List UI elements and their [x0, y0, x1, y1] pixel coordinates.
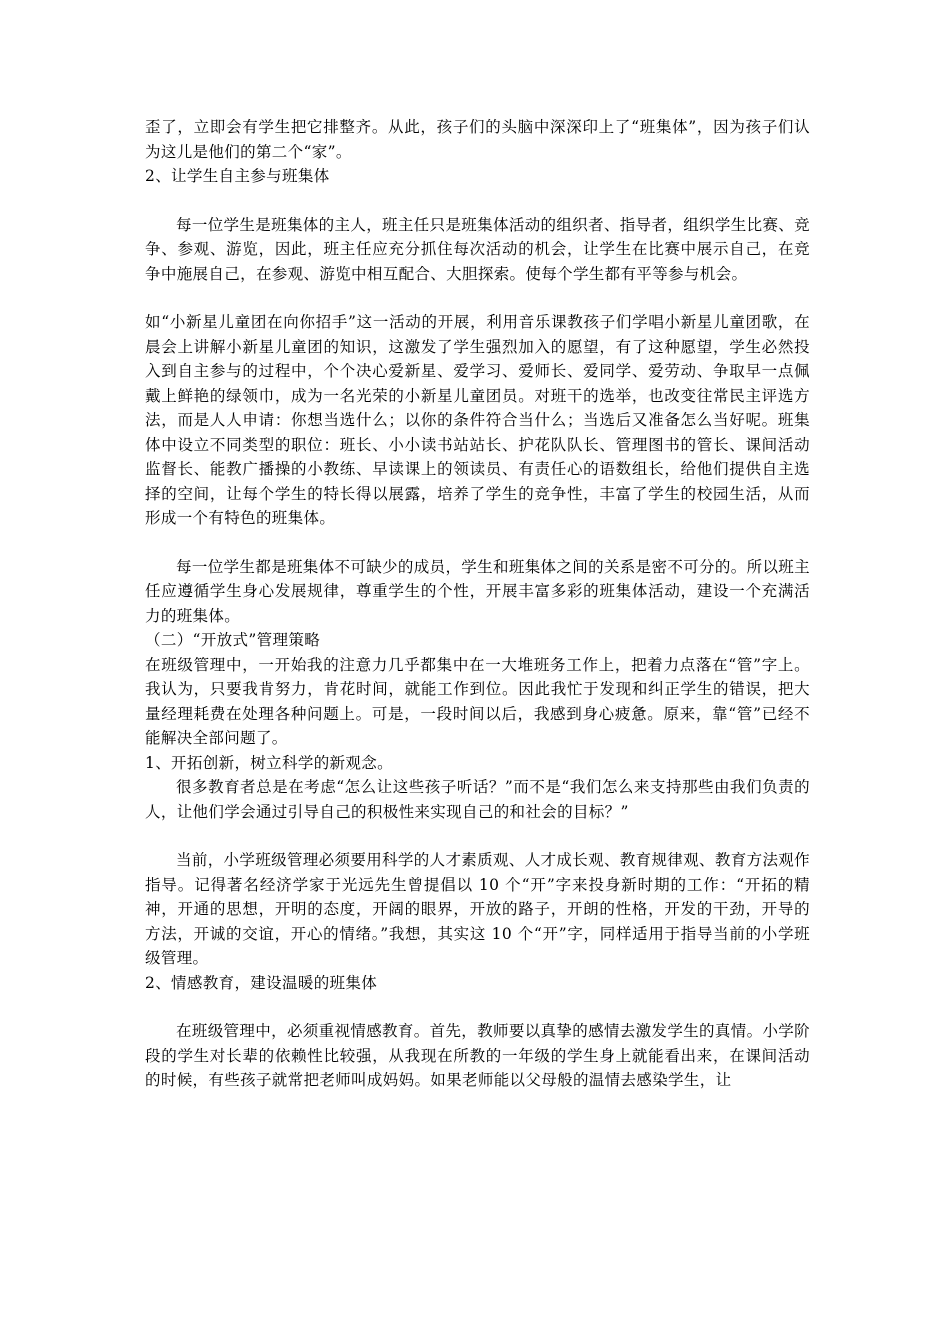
document-page	[145, 115, 810, 1093]
paragraph-educators: 很多教育者总是在考虑“怎么让这些孩子听话？”而不是“我们怎么来支持那些由我们负责的人，让他们学会通过引导自己的积极性来实现自己的和社会的目标？”	[145, 778, 810, 821]
paragraph-student-member: 每一位学生都是班集体不可缺少的成员，学生和班集体之间的关系是密不可分的。所以班主任应遵循学生身心发展规律，尊重学生的个性，开展丰富多彩的班集体活动，建设一个充满活力的班集体。	[145, 557, 811, 625]
paragraph-open-intro: 在班级管理中，一开始我的注意力几乎都集中在一大堆班务工作上，把着力点落在“管”字上。我认为，只要我肯努力，肯花时间，就能工作到位。因此我忙于发现和纠正学生的错误，把大量经理耗费在处理各种问题上。可是，一段时间以后，我感到身心疲惫。原来，靠“管”已经不能解决全部问题了。	[145, 655, 810, 747]
paragraph-intro: 歪了，立即会有学生把它排整齐。从此，孩子们的头脑中深深印上了“班集体”，因为孩子们认为这儿是他们的第二个“家”。	[145, 118, 810, 161]
paragraph-current-management: 当前，小学班级管理必须要用科学的人才素质观、人才成长观、教育规律观、教育方法观作指导。记得著名经济学家于光远先生曾提倡以 10 个“开”字来投身新时期的工作：“开拓的精神，开通的思想，开明的态度，开阔的眼界，开放的路子，开朗的性格，开发的干劲，开导的方法，开诚的交谊，开心的情绪。”我想，其实这 10 个“开”字，同样适用于指导当前的小学班级管理。	[145, 851, 811, 967]
heading-innovation: 1、开拓创新，树立科学的新观念。	[145, 753, 393, 772]
heading-emotion-education: 2、情感教育，建设温暖的班集体	[145, 973, 378, 992]
heading-self-participation: 2、让学生自主参与班集体	[145, 167, 330, 185]
heading-open-strategy: （二）“开放式”管理策略	[145, 631, 321, 649]
paragraph-example-activity: 如“小新星儿童团在向你招手”这一活动的开展，利用音乐课教孩子们学唱小新星儿童团歌，在晨会上讲解小新星儿童团的知识，这激发了学生强烈加入的愿望，有了这种愿望，学生必然投入到自主参与的过程中，个个决心爱新星、爱学习、爱师长、爱同学、爱劳动、争取早一点佩戴上鲜艳的绿领巾，成为一名光荣的小新星儿童团员。对班干的选举，也改变往常民主评选方法，而是人人申请：你想当选什么；以你的条件符合当什么；当选后又准备怎么当好呢。班集体中设立不同类型的职位：班长、小小读书站站长、护花队队长、管理图书的管长、课间活动监督长、能教广播操的小教练、早读课上的领读员、有责任心的语数组长，给他们提供自主选择的空间，让每个学生的特长得以展露，培养了学生的竞争性，丰富了学生的校园生活，从而形成一个有特色的班集体。	[145, 313, 810, 527]
paragraph-student-master: 每一位学生是班集体的主人，班主任只是班集体活动的组织者、指导者，组织学生比赛、竞争、参观、游览，因此，班主任应充分抓住每次活动的机会，让学生在比赛中展示自己，在竞争中施展自己，在参观、游览中相互配合、大胆探索。使每个学生都有平等参与机会。	[145, 215, 811, 283]
paragraph-emotion: 在班级管理中，必须重视情感教育。首先，教师要以真挚的感情去激发学生的真情。小学阶段的学生对长辈的依赖性比较强，从我现在所教的一年级的学生身上就能看出来，在课间活动的时候，有些孩子就常把老师叫成妈妈。如果老师能以父母般的温情去感染学生，让	[145, 1022, 811, 1089]
